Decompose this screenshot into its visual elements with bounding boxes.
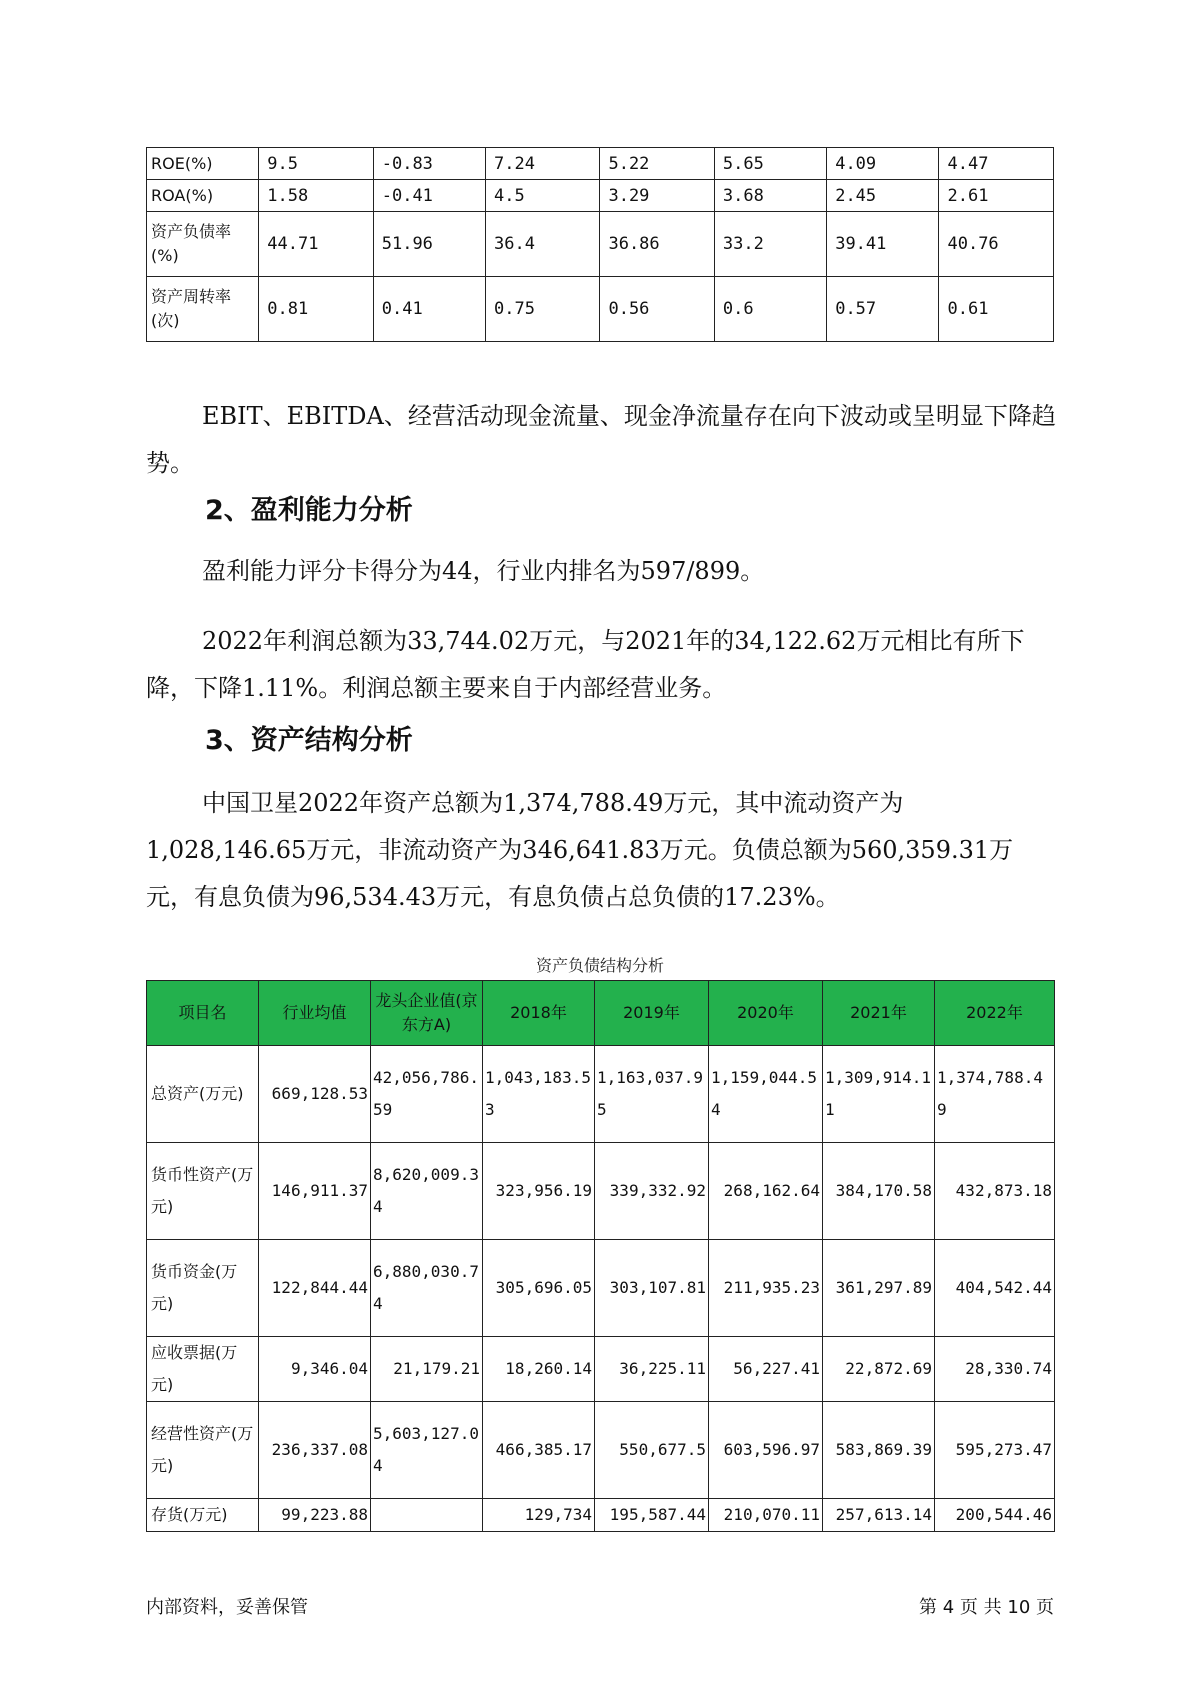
column-header: 2019年: [595, 981, 709, 1046]
column-header: 2022年: [935, 981, 1055, 1046]
table-cell: 303,107.81: [595, 1240, 709, 1337]
table-cell: 51.96: [373, 212, 485, 277]
row-label: 资产周转率(次): [147, 277, 259, 342]
table-cell: 0.6: [714, 277, 826, 342]
row-label: 资产负债率(%): [147, 212, 259, 277]
table-row: [147, 1143, 1055, 1240]
table-row: [147, 277, 1054, 342]
column-header: 龙头企业值(京东方A): [371, 981, 483, 1046]
table-cell: 5.22: [600, 148, 714, 180]
table-cell: 1.58: [259, 180, 373, 212]
table-cell: 9,346.04: [259, 1337, 371, 1402]
column-header: 行业均值: [259, 981, 371, 1046]
paragraph-profit: [146, 618, 1056, 712]
table-cell: 5,603,127.04: [371, 1402, 483, 1499]
column-header: 2020年: [709, 981, 823, 1046]
table-row: [147, 212, 1054, 277]
table-cell: 211,935.23: [709, 1240, 823, 1337]
paragraph-trend: [146, 393, 1056, 487]
paragraph-score: [146, 548, 1056, 595]
table-cell: 146,911.37: [259, 1143, 371, 1240]
section-heading-asset-structure: 3、资产结构分析: [205, 725, 413, 756]
table-cell: 257,613.14: [823, 1499, 935, 1532]
row-label: 总资产(万元): [147, 1046, 259, 1143]
table-cell: 0.61: [939, 277, 1054, 342]
paragraph-assets: [146, 780, 1056, 921]
table-cell: 4.5: [486, 180, 600, 212]
table-cell: 33.2: [714, 212, 826, 277]
table-row: [147, 1337, 1055, 1402]
row-label: 经营性资产(万元): [147, 1402, 259, 1499]
table-cell: 384,170.58: [823, 1143, 935, 1240]
table-cell: 595,273.47: [935, 1402, 1055, 1499]
table-cell: 122,844.44: [259, 1240, 371, 1337]
table-cell: 18,260.14: [483, 1337, 595, 1402]
table-cell: 669,128.53: [259, 1046, 371, 1143]
table-cell: 305,696.05: [483, 1240, 595, 1337]
table-row: [147, 1240, 1055, 1337]
table-cell: 36.86: [600, 212, 714, 277]
table-cell: 339,332.92: [595, 1143, 709, 1240]
table-cell: 39.41: [827, 212, 939, 277]
table-cell: 200,544.46: [935, 1499, 1055, 1532]
balance-structure-table: [146, 980, 1055, 1532]
table-cell: 21,179.21: [371, 1337, 483, 1402]
table-cell: 0.41: [373, 277, 485, 342]
table-cell: 5.65: [714, 148, 826, 180]
table-cell: 3.68: [714, 180, 826, 212]
table-cell: 1,163,037.95: [595, 1046, 709, 1143]
table-cell: 603,596.97: [709, 1402, 823, 1499]
table-cell: 36,225.11: [595, 1337, 709, 1402]
paragraph-text: 盈利能力评分卡得分为44，行业内排名为597/899。: [202, 557, 765, 585]
row-label: 存货(万元): [147, 1499, 259, 1532]
table-cell: 3.29: [600, 180, 714, 212]
table-cell: 0.57: [827, 277, 939, 342]
column-header: 项目名: [147, 981, 259, 1046]
table-cell: 4.09: [827, 148, 939, 180]
table-cell: 432,873.18: [935, 1143, 1055, 1240]
table-cell: 40.76: [939, 212, 1054, 277]
table-cell: 0.81: [259, 277, 373, 342]
table-cell: -0.41: [373, 180, 485, 212]
table-cell: 36.4: [486, 212, 600, 277]
table-cell: 268,162.64: [709, 1143, 823, 1240]
table-cell: 2.45: [827, 180, 939, 212]
table-row: [147, 1402, 1055, 1499]
table-cell: 1,374,788.49: [935, 1046, 1055, 1143]
table-row: [147, 1499, 1055, 1532]
table-cell: 195,587.44: [595, 1499, 709, 1532]
table-cell: 42,056,786.59: [371, 1046, 483, 1143]
section-heading-profitability: 2、盈利能力分析: [205, 495, 413, 526]
table-cell: 1,309,914.11: [823, 1046, 935, 1143]
table-cell: 6,880,030.74: [371, 1240, 483, 1337]
table-cell: 129,734: [483, 1499, 595, 1532]
table-cell: 44.71: [259, 212, 373, 277]
row-label: 货币性资产(万元): [147, 1143, 259, 1240]
paragraph-text: EBIT、EBITDA、经营活动现金流量、现金净流量存在向下波动或呈明显下降趋势。: [146, 402, 1056, 477]
footer-page-number: 第 4 页 共 10 页: [919, 1597, 1054, 1618]
table-cell: 583,869.39: [823, 1402, 935, 1499]
table-cell: 22,872.69: [823, 1337, 935, 1402]
table-cell: 9.5: [259, 148, 373, 180]
table-cell: 1,043,183.53: [483, 1046, 595, 1143]
table-cell: 550,677.5: [595, 1402, 709, 1499]
table-row: [147, 148, 1054, 180]
table-cell: -0.83: [373, 148, 485, 180]
table-row: [147, 1046, 1055, 1143]
table-cell: [371, 1499, 483, 1532]
table-cell: 0.56: [600, 277, 714, 342]
table-cell: 7.24: [486, 148, 600, 180]
table-cell: 210,070.11: [709, 1499, 823, 1532]
table-caption: 资产负债结构分析: [535, 956, 664, 975]
table-cell: 1,159,044.54: [709, 1046, 823, 1143]
table-cell: 0.75: [486, 277, 600, 342]
column-header: 2018年: [483, 981, 595, 1046]
footer-confidential-note: 内部资料，妥善保管: [146, 1597, 308, 1618]
row-label: ROE(%): [147, 148, 259, 180]
paragraph-text: 中国卫星2022年资产总额为1,374,788.49万元，其中流动资产为1,028,146.65万元，非流动资产为346,641.83万元。负债总额为560,359.31万元，有息负债为96,534.43万元，有息负债占总负债的17.23%。: [146, 789, 1014, 911]
table-header-row: [147, 981, 1055, 1046]
table-row: [147, 180, 1054, 212]
ratio-table: [146, 147, 1054, 342]
paragraph-text: 2022年利润总额为33,744.02万元，与2021年的34,122.62万元相比有所下降，下降1.11%。利润总额主要来自于内部经营业务。: [146, 627, 1025, 702]
row-label: ROA(%): [147, 180, 259, 212]
table-cell: 8,620,009.34: [371, 1143, 483, 1240]
table-cell: 56,227.41: [709, 1337, 823, 1402]
table-cell: 28,330.74: [935, 1337, 1055, 1402]
table-cell: 404,542.44: [935, 1240, 1055, 1337]
table-cell: 99,223.88: [259, 1499, 371, 1532]
table-cell: 361,297.89: [823, 1240, 935, 1337]
table-cell: 323,956.19: [483, 1143, 595, 1240]
table-cell: 4.47: [939, 148, 1054, 180]
row-label: 货币资金(万元): [147, 1240, 259, 1337]
table-cell: 2.61: [939, 180, 1054, 212]
row-label: 应收票据(万元): [147, 1337, 259, 1402]
column-header: 2021年: [823, 981, 935, 1046]
table-cell: 466,385.17: [483, 1402, 595, 1499]
table-cell: 236,337.08: [259, 1402, 371, 1499]
